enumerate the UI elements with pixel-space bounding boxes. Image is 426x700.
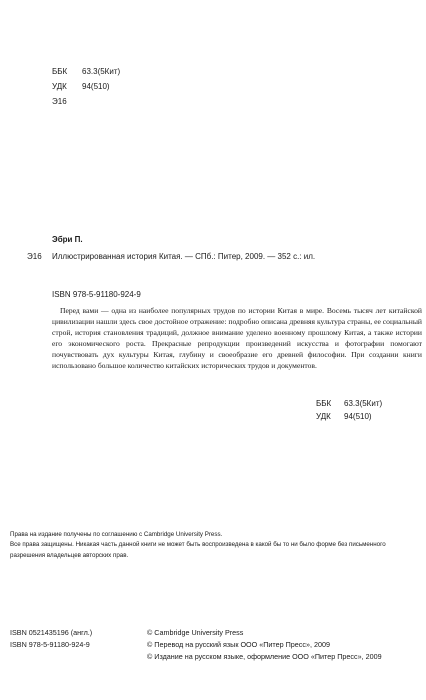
isbn-main: ISBN 978-5-91180-924-9	[52, 290, 141, 299]
udk-label-bottom: УДК	[316, 412, 331, 421]
rights-line-1: Права на издание получены по соглашению с Cambridge University Press.	[10, 531, 223, 538]
bbk-label-bottom: ББК	[316, 399, 332, 408]
footer-copyright-block	[147, 627, 382, 663]
book-abstract: Перед вами — одна из наиболее популярных трудов по истории Китая в мире. Восемь тысяч лет китайской цивилизации нашли здесь свое достойное отражение: подробно описана древняя культура страны, ее социальный строй, история становления традиций, должное внимание уделено военному прошлому Китая, а также истории его экономического роста. Прекрасные репродукции произведений искусства и фотографии помогают почувствовать дух культуры Китая, глубину и своеобразие его древней философии. При создании книги использовано большое количество китайских исторических трудов и документов.	[52, 306, 422, 370]
udk-bottom-row	[316, 412, 372, 422]
footer-isbn-block	[10, 627, 92, 651]
copyright-edition: © Издание на русском языке, оформление ООО «Питер Пресс», 2009	[147, 652, 382, 661]
bbk-label: ББК	[52, 67, 68, 76]
udk-value-bottom: 94(510)	[344, 412, 372, 421]
isbn-english: ISBN 0521435196 (англ.)	[10, 628, 93, 637]
copyright-cambridge: © Cambridge University Press	[147, 628, 244, 637]
author-code-top: Э16	[52, 97, 67, 106]
bbk-value-bottom: 63.3(5Кит)	[344, 399, 383, 408]
bbk-value: 63.3(5Кит)	[82, 67, 121, 76]
udk-value: 94(510)	[82, 82, 110, 91]
copyright-translation: © Перевод на русский язык ООО «Питер Пресс», 2009	[147, 640, 330, 649]
rights-notice	[10, 530, 400, 561]
author-name: Эбри П.	[52, 235, 83, 244]
rights-line-3: разрешения владельцев авторских прав.	[10, 551, 129, 559]
isbn-russian: ISBN 978-5-91180-924-9	[10, 640, 90, 649]
author-code: Э16	[27, 252, 42, 261]
rights-line-2: Все права защищены. Никакая часть данной книги не может быть воспроизведена в какой бы то ни было форме без письменного	[10, 541, 386, 549]
bibliographic-title: Иллюстрированная история Китая. — СПб.: Питер, 2009. — 352 с.: ил.	[52, 252, 316, 261]
bbk-top-row	[52, 67, 120, 77]
bbk-bottom-row	[316, 399, 382, 409]
udk-label: УДК	[52, 82, 67, 91]
udk-top-row	[52, 82, 110, 92]
